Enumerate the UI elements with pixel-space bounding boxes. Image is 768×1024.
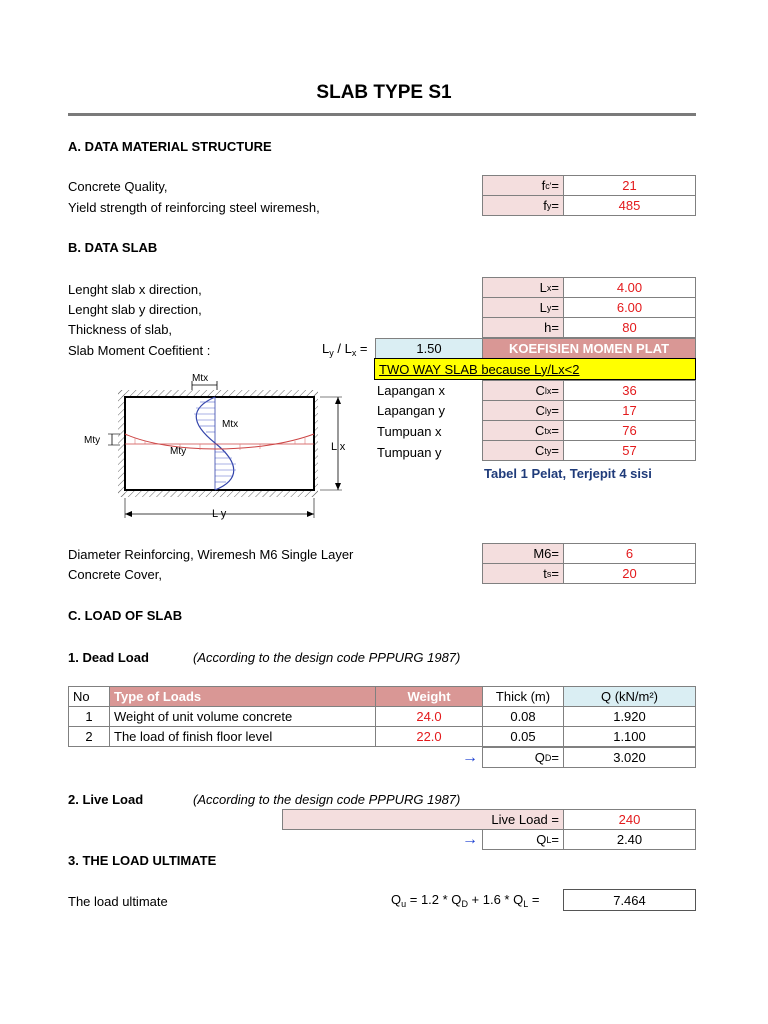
section-b-heading: B. DATA SLAB <box>68 240 158 255</box>
dead-load-heading: 1. Dead Load <box>68 650 149 665</box>
slab-moment-diagram <box>80 368 362 523</box>
mtx-inner-label: Mtx <box>222 419 239 430</box>
tumpuan-x-label: Tumpuan x <box>377 424 442 439</box>
lx-dim-label: L x <box>331 441 346 453</box>
table-row-2-type: The load of finish floor level <box>109 726 376 747</box>
fy-symbol-cell: f y = <box>482 195 564 216</box>
tumpuan-y-label: Tumpuan y <box>377 445 442 460</box>
cover-label: Concrete Cover, <box>68 567 162 582</box>
table-row-2-no: 2 <box>68 726 110 747</box>
page-title: SLAB TYPE S1 <box>316 82 452 103</box>
th-weight: Weight <box>375 686 483 707</box>
lx-value-cell[interactable]: 4.00 <box>563 277 696 298</box>
thickness-label: Thickness of slab, <box>68 322 173 337</box>
m6-symbol-cell: M6 = <box>482 543 564 564</box>
ctx-value-cell[interactable]: 76 <box>563 420 696 441</box>
cly-value-cell[interactable]: 17 <box>563 400 696 421</box>
ultimate-formula: $Q_u = 1.2 * Q_D + 1.6 * Q_L$ = <box>391 892 540 909</box>
ts-symbol-cell: t s = <box>482 563 564 584</box>
concrete-quality-label: Concrete Quality, <box>68 179 168 194</box>
ratio-label: $L_y / L_x$ = <box>322 341 368 358</box>
ultimate-heading: 3. THE LOAD ULTIMATE <box>68 853 217 868</box>
cty-value-cell[interactable]: 57 <box>563 440 696 461</box>
table-row-1-weight[interactable]: 24.0 <box>375 706 483 727</box>
lapangan-x-label: Lapangan x <box>377 383 445 398</box>
section-c-heading: C. LOAD OF SLAB <box>68 608 183 623</box>
live-load-heading: 2. Live Load <box>68 792 144 807</box>
clx-value-cell[interactable]: 36 <box>563 380 696 401</box>
ctx-symbol-cell: C tx = <box>482 420 564 441</box>
fixed-edge-left <box>118 390 125 497</box>
ly-symbol-cell: L y = <box>482 297 564 318</box>
ql-value-cell: 2.40 <box>563 829 696 850</box>
yield-strength-label: Yield strength of reinforcing steel wiremesh, <box>68 200 320 215</box>
lx-symbol-cell: L x = <box>482 277 564 298</box>
h-value-cell[interactable]: 80 <box>563 317 696 338</box>
ts-value-cell[interactable]: 20 <box>563 563 696 584</box>
table-row-1-thick[interactable]: 0.08 <box>482 706 564 727</box>
table-row-2-thick[interactable]: 0.05 <box>482 726 564 747</box>
th-thick: Thick (m) <box>482 686 564 707</box>
ly-value-cell[interactable]: 6.00 <box>563 297 696 318</box>
diameter-label: Diameter Reinforcing, Wiremesh M6 Single Layer <box>68 547 354 562</box>
table-row-1-type: Weight of unit volume concrete <box>109 706 376 727</box>
qd-arrow-icon: → <box>462 749 478 766</box>
qu-value-cell: 7.464 <box>563 889 696 911</box>
mtx-top-label: Mtx <box>192 373 209 384</box>
mty-inner-label: Mty <box>170 446 187 457</box>
ql-symbol-cell: Q L = <box>482 829 564 850</box>
moment-coef-label: Slab Moment Coefitient : <box>68 343 211 358</box>
m6-value-cell[interactable]: 6 <box>563 543 696 564</box>
two-way-slab-note: TWO WAY SLAB because Ly/Lx<2 <box>374 358 696 380</box>
qd-symbol-cell: Q D = <box>482 747 564 768</box>
lx-label: Lenght slab x direction, <box>68 282 202 297</box>
table-note: Tabel 1 Pelat, Terjepit 4 sisi <box>484 466 652 481</box>
koef-header-cell: KOEFISIEN MOMEN PLAT <box>482 338 696 359</box>
ly-label: Lenght slab y direction, <box>68 302 202 317</box>
clx-symbol-cell: C lx = <box>482 380 564 401</box>
live-load-value-cell[interactable]: 240 <box>563 809 696 830</box>
table-row-2-weight[interactable]: 22.0 <box>375 726 483 747</box>
fy-value-cell[interactable]: 485 <box>563 195 696 216</box>
fixed-edge-bottom <box>118 490 318 497</box>
cty-symbol-cell: C ty = <box>482 440 564 461</box>
fc-value-cell[interactable]: 21 <box>563 175 696 196</box>
section-a-heading: A. DATA MATERIAL STRUCTURE <box>68 139 272 154</box>
title-divider <box>68 113 696 116</box>
ly-dim-label: L y <box>212 508 227 520</box>
h-symbol-cell: h = <box>482 317 564 338</box>
ratio-value-cell[interactable]: 1.50 <box>375 338 483 359</box>
fc-symbol-cell: f c ' = <box>482 175 564 196</box>
table-row-1-no: 1 <box>68 706 110 727</box>
th-q: Q (kN/m²) <box>563 686 696 707</box>
table-row-2-q: 1.100 <box>563 726 696 747</box>
table-row-1-q: 1.920 <box>563 706 696 727</box>
live-load-label-cell: Live Load = <box>282 809 564 830</box>
lapangan-y-label: Lapangan y <box>377 403 445 418</box>
live-load-note: (According to the design code PPPURG 1987) <box>193 792 461 807</box>
qd-value-cell: 3.020 <box>563 747 696 768</box>
fixed-edge-top <box>118 390 318 397</box>
dead-load-note: (According to the design code PPPURG 1987) <box>193 650 461 665</box>
ql-arrow-icon: → <box>462 831 478 848</box>
mty-left-label: Mty <box>84 435 101 446</box>
ultimate-label: The load ultimate <box>68 894 168 909</box>
th-no: No <box>68 686 110 707</box>
cly-symbol-cell: C ly = <box>482 400 564 421</box>
th-type: Type of Loads <box>109 686 376 707</box>
